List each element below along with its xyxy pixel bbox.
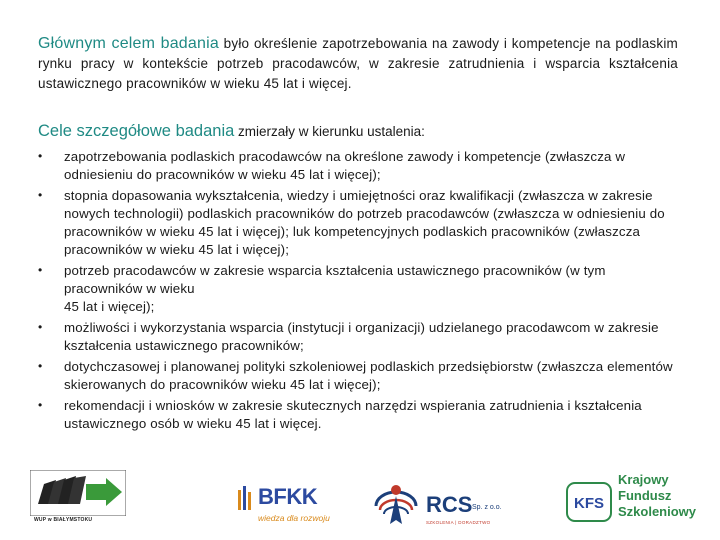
bullet-icon: • bbox=[38, 398, 43, 413]
bfkk-tagline: wiedza dla rozwoju bbox=[258, 513, 330, 523]
goals-heading bbox=[38, 122, 678, 141]
partner-logos bbox=[0, 462, 720, 540]
list-item bbox=[38, 187, 678, 258]
bullet-icon: • bbox=[38, 149, 43, 163]
list-item bbox=[38, 358, 678, 394]
wup-caption: WUP w BIAŁYMSTOKU bbox=[34, 517, 93, 523]
kfs-line2: Fundusz bbox=[618, 488, 672, 503]
bullet-icon: • bbox=[38, 319, 43, 334]
kfs-line1: Krajowy bbox=[618, 472, 669, 487]
intro-paragraph bbox=[38, 34, 678, 94]
goals-heading-text: zmierzały w kierunku ustalenia: bbox=[234, 124, 425, 139]
rcs-emblem-icon bbox=[370, 476, 422, 532]
bfkk-logo bbox=[236, 484, 336, 526]
bullet-icon: • bbox=[38, 359, 43, 374]
list-item bbox=[38, 262, 678, 315]
rcs-suffix: Sp. z o.o. bbox=[472, 504, 502, 511]
kfs-wordmark bbox=[618, 472, 696, 520]
kfs-line3: Szkoleniowy bbox=[618, 504, 697, 519]
bfkk-name: BFKK bbox=[258, 484, 318, 509]
bullet-icon: • bbox=[38, 262, 43, 277]
wup-logo bbox=[30, 470, 126, 526]
wup-emblem-icon bbox=[30, 470, 126, 516]
goals-heading-highlight: Cele szczegółowe badania bbox=[38, 122, 235, 140]
goals-list bbox=[38, 148, 678, 437]
list-item-text: stopnia dopasowania wykształcenia, wiedzy i umiejętności oraz kwalifikacji (zwłaszcza w zakresie nowych technologii) podlaskich pracowników do potrzeb pracodawców (zwłaszcza w odniesieniu do pracowników w wieku 45 lat i więcej); luk kompetencyjnych podlaskich pracowników (zwłaszcza pracowników w wieku 45 lat i więcej); bbox=[64, 188, 665, 257]
list-item bbox=[38, 397, 678, 433]
bfkk-emblem-icon bbox=[236, 486, 256, 512]
list-item-text: dotychczasowej i planowanej polityki szkoleniowej podlaskich przedsiębiorstw (zwłaszcza elementów skierowanych do pracowników wieku 45 lat i więcej); bbox=[64, 359, 673, 392]
list-item-text: zapotrzebowania podlaskich pracodawców na określone zawody i kompetencje (zwłaszcza w odniesieniu do pracowników w wieku 45 lat i więcej); bbox=[64, 149, 626, 182]
rcs-tagline: SZKOLENIA | DORADZTWO bbox=[426, 520, 491, 525]
list-item-text: możliwości i wykorzystania wsparcia (instytucji i organizacji) udzielanego pracodawcom w zakresie kształcenia ustawicznego pracowników; bbox=[64, 319, 659, 353]
bullet-icon: • bbox=[38, 188, 43, 203]
rcs-name: RCS bbox=[426, 492, 473, 517]
list-item-text: potrzeb pracodawców w zakresie wsparcia kształcenia ustawicznego pracowników (w tym pracowników w wieku 45 lat i więcej); bbox=[64, 262, 606, 314]
kfs-badge: KFS bbox=[574, 495, 604, 512]
kfs-emblem-icon bbox=[566, 482, 612, 522]
list-item bbox=[38, 148, 678, 184]
kfs-logo bbox=[566, 470, 706, 532]
intro-text: było określenie zapotrzebowania na zawody i kompetencje na podlaskim rynku pracy w kontekście potrzeb pracodawców, w zakresie zatrudnienia i wsparcia kształcenia ustawicznego pracowników w wieku 45 lat i więcej. bbox=[38, 36, 678, 91]
list-item bbox=[38, 319, 678, 355]
rcs-logo bbox=[370, 476, 510, 534]
list-item-text: rekomendacji i wniosków w zakresie skutecznych narzędzi wspierania zatrudnienia i kształcenia ustawicznego osób w wieku 45 lat i więcej. bbox=[64, 398, 642, 432]
intro-highlight: Głównym celem badania bbox=[38, 35, 219, 52]
